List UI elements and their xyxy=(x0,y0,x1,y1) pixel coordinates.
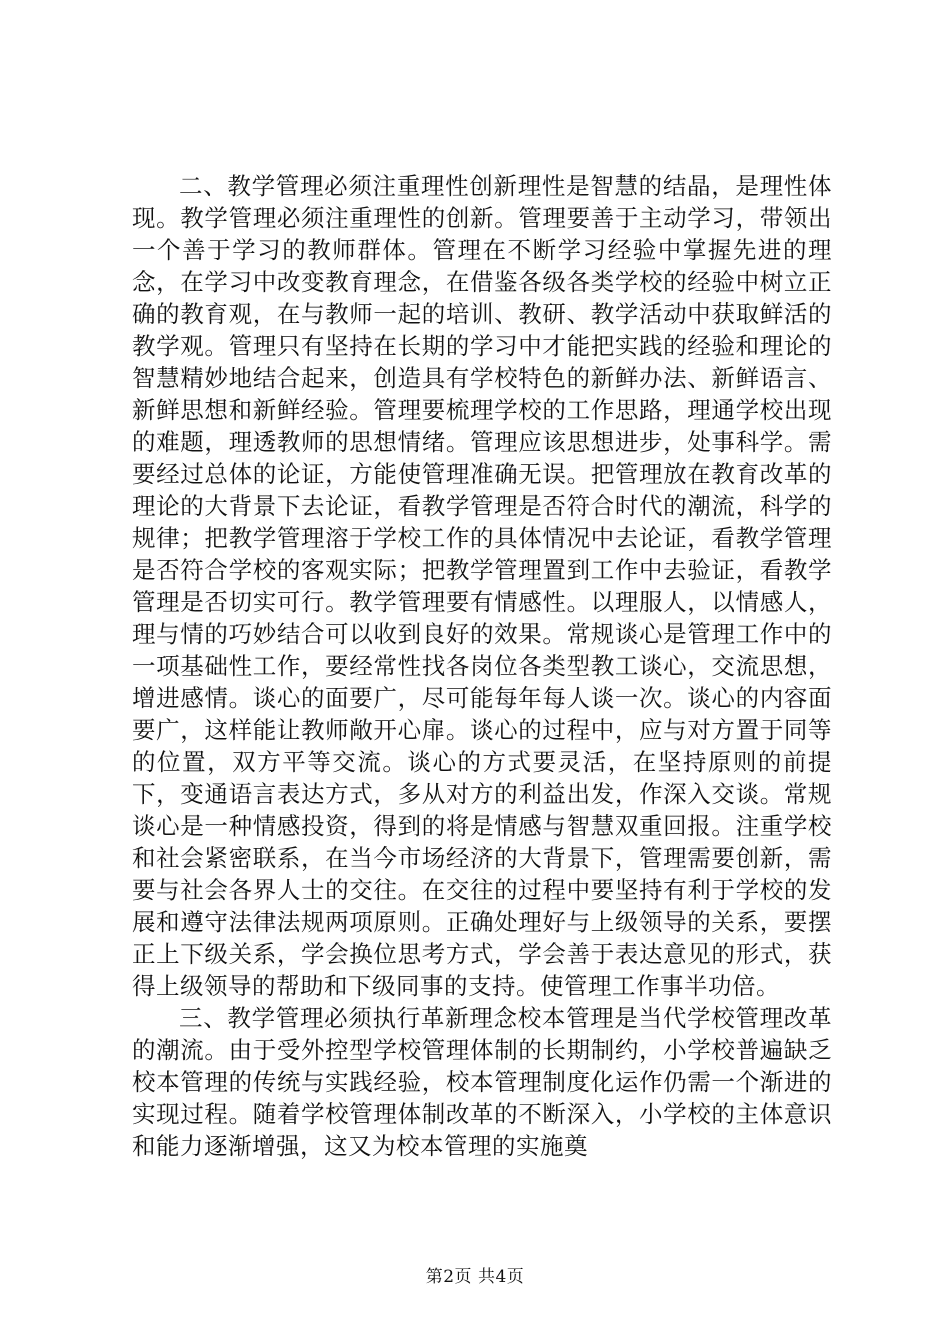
paragraph-section-two: 二、教学管理必须注重理性创新理性是智慧的结晶，是理性体现。教学管理必须注重理性的创新。管理要善于主动学习，带领出一个善于学习的教师群体。管理在不断学习经验中掌握先进的理念，在学习中改变教育理念，在借鉴各级各类学校的经验中树立正确的教育观，在与教师一起的培训、教研、教学活动中获取鲜活的教学观。管理只有坚持在长期的学习中才能把实践的经验和理论的智慧精妙地结合起来，创造具有学校特色的新鲜办法、新鲜语言、新鲜思想和新鲜经验。管理要梳理学校的工作思路，理通学校出现的难题，理透教师的思想情绪。管理应该思想进步，处事科学。需要经过总体的论证，方能使管理准确无误。把管理放在教育改革的理论的大背景下去论证，看教学管理是否符合时代的潮流，科学的规律；把教学管理溶于学校工作的具体情况中去论证，看教学管理是否符合学校的客观实际；把教学管理置到工作中去验证，看教学管理是否切实可行。教学管理要有情感性。以理服人，以情感人，理与情的巧妙结合可以收到良好的效果。常规谈心是管理工作中的一项基础性工作，要经常性找各岗位各类型教工谈心，交流思想，增进感情。谈心的面要广，尽可能每年每人谈一次。谈心的内容面要广，这样能让教师敞开心扉。谈心的过程中，应与对方置于同等的位置，双方平等交流。谈心的方式要灵活，在坚持原则的前提下，变通语言表达方式，多从对方的利益出发，作深入交谈。常规谈心是一种情感投资，得到的将是情感与智慧双重回报。注重学校和社会紧密联系，在当今市场经济的大背景下，管理需要创新，需要与社会各界人士的交往。在交往的过程中要坚持有利于学校的发展和遵守法律法规两项原则。正确处理好与上级领导的关系，要摆正上下级关系，学会换位思考方式，学会善于表达意见的形式，获得上级领导的帮助和下级同事的支持。使管理工作事半功倍。 xyxy=(132,172,832,1000)
paragraph-section-three: 三、教学管理必须执行革新理念校本管理是当代学校管理改革的潮流。由于受外控型学校管理体制的长期制约，小学校普遍缺乏校本管理的传统与实践经验，校本管理制度化运作仍需一个渐进的实现过程。随着学校管理体制改革的不断深入，小学校的主体意识和能力逐渐增强，这又为校本管理的实施奠 xyxy=(132,1004,832,1160)
page-number-footer: 第2页 共4页 xyxy=(425,1267,525,1287)
document-body xyxy=(132,170,832,1162)
